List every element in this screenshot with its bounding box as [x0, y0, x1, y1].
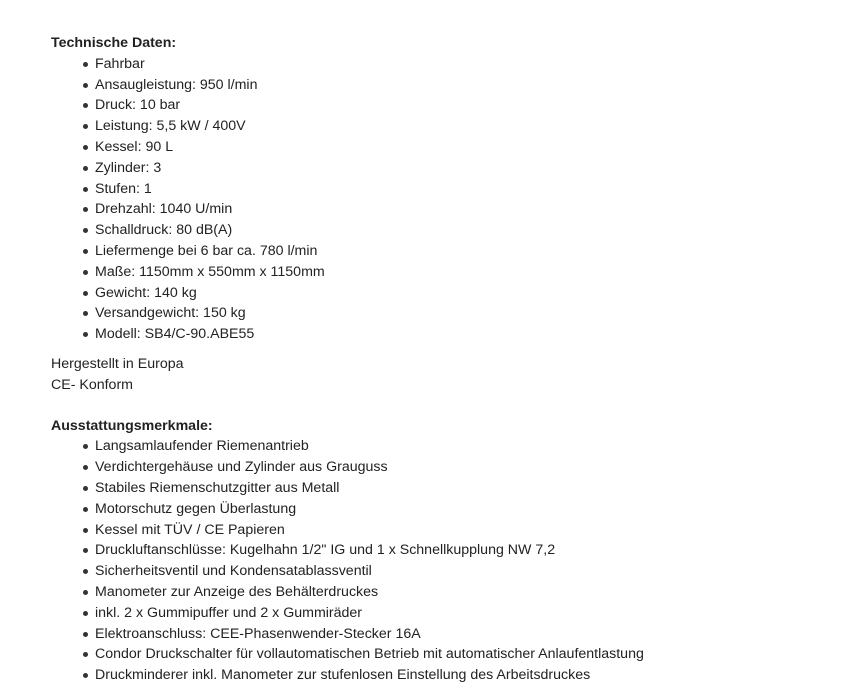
list-item [83, 436, 841, 457]
list-item [83, 262, 841, 283]
bullet-icon [83, 528, 88, 533]
list-item [83, 179, 841, 200]
made-in-text: Hergestellt in Europa [51, 355, 184, 372]
list-item [83, 499, 841, 520]
bullet-icon [83, 611, 88, 616]
features-heading: Ausstattungsmerkmale: [51, 417, 213, 434]
feature-text: Condor Druckschalter für vollautomatischen Betrieb mit automatischer Anlaufentlastung [95, 646, 644, 663]
bullet-icon [83, 311, 88, 316]
list-item [83, 303, 841, 324]
list-item [83, 54, 841, 75]
spec-text: Stufen: 1 [95, 180, 152, 197]
bullet-icon [83, 249, 88, 254]
bullet-icon [83, 465, 88, 470]
spec-text: Zylinder: 3 [95, 159, 162, 176]
feature-text: Langsamlaufender Riemenantrieb [95, 438, 309, 455]
list-item [83, 241, 841, 262]
spec-text: Liefermenge bei 6 bar ca. 780 l/min [95, 242, 318, 259]
bullet-icon [83, 145, 88, 150]
bullet-icon [83, 62, 88, 67]
feature-text: Sicherheitsventil und Kondensatablassventil [95, 563, 372, 580]
bullet-icon [83, 632, 88, 637]
bullet-icon [83, 507, 88, 512]
bullet-icon [83, 548, 88, 553]
list-item [83, 561, 841, 582]
list-item [83, 665, 841, 686]
list-item [83, 603, 841, 624]
spec-text: Schalldruck: 80 dB(A) [95, 222, 233, 239]
spec-text: Leistung: 5,5 kW / 400V [95, 118, 246, 135]
list-item [83, 582, 841, 603]
spec-text: Versandgewicht: 150 kg [95, 305, 246, 322]
feature-text: inkl. 2 x Gummipuffer und 2 x Gummiräder [95, 604, 363, 621]
bullet-icon [83, 673, 88, 678]
spec-text: Modell: SB4/C-90.ABE55 [95, 326, 255, 343]
spec-text: Druck: 10 bar [95, 97, 181, 114]
list-item [83, 116, 841, 137]
list-item [83, 220, 841, 241]
list-item [83, 75, 841, 96]
bullet-icon [83, 332, 88, 337]
list-item [83, 158, 841, 179]
spec-text: Gewicht: 140 kg [95, 284, 197, 301]
list-item [83, 283, 841, 304]
list-item [83, 324, 841, 345]
feature-text: Stabiles Riemenschutzgitter aus Metall [95, 479, 340, 496]
bullet-icon [83, 103, 88, 108]
spec-text: Maße: 1150mm x 550mm x 1150mm [95, 263, 325, 280]
bullet-icon [83, 444, 88, 449]
list-item [83, 624, 841, 645]
list-item [83, 478, 841, 499]
feature-text: Elektroanschluss: CEE-Phasenwender-Stecker 16A [95, 625, 421, 642]
list-item [83, 199, 841, 220]
list-item [83, 95, 841, 116]
feature-text: Verdichtergehäuse und Zylinder aus Grauguss [95, 459, 388, 476]
spec-text: Kessel: 90 L [95, 138, 174, 155]
bullet-icon [83, 124, 88, 129]
bullet-icon [83, 590, 88, 595]
bullet-icon [83, 166, 88, 171]
ce-conformity-text: CE- Konform [51, 376, 133, 393]
technical-data-heading: Technische Daten: [51, 35, 177, 51]
feature-text: Druckminderer inkl. Manometer zur stufenlosen Einstellung des Arbeitsdruckes [95, 667, 591, 684]
list-item [83, 137, 841, 158]
feature-text: Manometer zur Anzeige des Behälterdruckes [95, 583, 379, 600]
list-item [83, 457, 841, 478]
spec-text: Fahrbar [95, 55, 145, 72]
bullet-icon [83, 270, 88, 275]
bullet-icon [83, 486, 88, 491]
feature-text: Motorschutz gegen Überlastung [95, 500, 297, 517]
technical-data-list [51, 54, 841, 345]
list-item [83, 520, 841, 541]
spacer [51, 396, 841, 416]
bullet-icon [83, 187, 88, 192]
feature-text: Kessel mit TÜV / CE Papieren [95, 521, 285, 538]
list-item [83, 540, 841, 561]
bullet-icon [83, 652, 88, 657]
features-list [51, 436, 841, 686]
spec-text: Ansaugleistung: 950 l/min [95, 76, 258, 93]
bullet-icon [83, 83, 88, 88]
bullet-icon [83, 291, 88, 296]
bullet-icon [83, 207, 88, 212]
bullet-icon [83, 569, 88, 574]
spacer [51, 345, 841, 354]
spec-text: Drehzahl: 1040 U/min [95, 201, 233, 218]
feature-text: Druckluftanschlüsse: Kugelhahn 1/2" IG und 1 x Schnellkupplung NW 7,2 [95, 542, 556, 559]
list-item [83, 644, 841, 665]
bullet-icon [83, 228, 88, 233]
